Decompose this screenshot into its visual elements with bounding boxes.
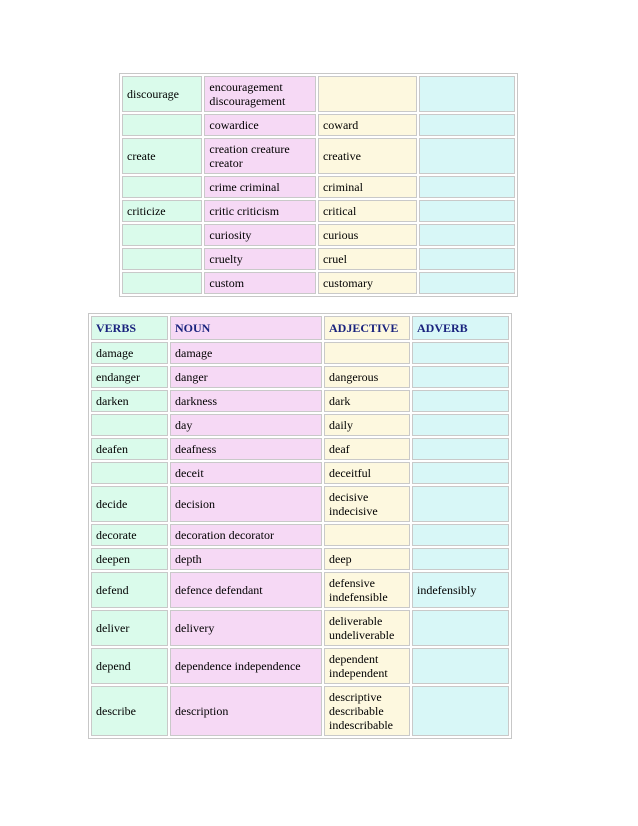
noun-cell: crime criminal: [204, 176, 316, 198]
adverb-cell: [419, 224, 515, 246]
adjective-cell: dark: [324, 390, 410, 412]
adjective-cell: curious: [318, 224, 418, 246]
adjective-cell: daily: [324, 414, 410, 436]
noun-cell: cowardice: [204, 114, 316, 136]
verb-cell: decorate: [91, 524, 168, 546]
adverb-cell: [412, 342, 509, 364]
verb-cell: [122, 248, 202, 270]
table-row: [91, 486, 509, 522]
verb-cell: [122, 272, 202, 294]
noun-cell: critic criticism: [204, 200, 316, 222]
adverb-cell: [412, 462, 509, 484]
verb-cell: darken: [91, 390, 168, 412]
verb-cell: [122, 224, 202, 246]
noun-cell: decoration decorator: [170, 524, 322, 546]
noun-cell: damage: [170, 342, 322, 364]
adverb-cell: [419, 138, 515, 174]
verb-cell: describe: [91, 686, 168, 736]
table-row: [91, 686, 509, 736]
verb-cell: damage: [91, 342, 168, 364]
verb-cell: [91, 414, 168, 436]
adverb-cell: indefensibly: [412, 572, 509, 608]
verb-cell: decide: [91, 486, 168, 522]
table-bottom-body: [91, 316, 509, 736]
adjective-cell: [324, 524, 410, 546]
word-forms-table-bottom: [88, 313, 512, 739]
noun-cell: description: [170, 686, 322, 736]
adverb-cell: [412, 438, 509, 460]
noun-cell: cruelty: [204, 248, 316, 270]
table-row: [122, 138, 515, 174]
noun-cell: decision: [170, 486, 322, 522]
table-row: [91, 390, 509, 412]
adverb-cell: [419, 200, 515, 222]
adjective-cell: deliverable undeliverable: [324, 610, 410, 646]
adjective-cell: criminal: [318, 176, 418, 198]
table-row: [122, 272, 515, 294]
adverb-cell: [412, 414, 509, 436]
noun-cell: creation creature creator: [204, 138, 316, 174]
adjective-cell: customary: [318, 272, 418, 294]
table-row: [91, 366, 509, 388]
adjective-cell: critical: [318, 200, 418, 222]
noun-cell: dependence independence: [170, 648, 322, 684]
adjective-cell: creative: [318, 138, 418, 174]
adjective-cell: decisive indecisive: [324, 486, 410, 522]
table-row: [122, 176, 515, 198]
noun-cell: depth: [170, 548, 322, 570]
adjective-cell: deaf: [324, 438, 410, 460]
adjective-cell: [324, 342, 410, 364]
adverb-cell: [419, 176, 515, 198]
noun-cell: deafness: [170, 438, 322, 460]
table-row: [122, 76, 515, 112]
adjective-cell: dependent independent: [324, 648, 410, 684]
adverb-cell: [412, 686, 509, 736]
verb-cell: discourage: [122, 76, 202, 112]
table-row: [91, 572, 509, 608]
verb-cell: defend: [91, 572, 168, 608]
table-row: [91, 610, 509, 646]
word-forms-table-top: [119, 73, 518, 297]
noun-cell: defence defendant: [170, 572, 322, 608]
adverb-cell: [419, 114, 515, 136]
verb-cell: deepen: [91, 548, 168, 570]
noun-cell: custom: [204, 272, 316, 294]
header-adjective: ADJECTIVE: [324, 316, 410, 340]
table-row: [122, 224, 515, 246]
adjective-cell: descriptive describable indescribable: [324, 686, 410, 736]
adjective-cell: defensive indefensible: [324, 572, 410, 608]
adverb-cell: [412, 648, 509, 684]
adverb-cell: [412, 486, 509, 522]
adverb-cell: [412, 390, 509, 412]
adverb-cell: [419, 76, 515, 112]
verb-cell: depend: [91, 648, 168, 684]
verb-cell: criticize: [122, 200, 202, 222]
adjective-cell: deep: [324, 548, 410, 570]
adverb-cell: [412, 524, 509, 546]
verb-cell: deafen: [91, 438, 168, 460]
table-row: [91, 462, 509, 484]
verb-cell: create: [122, 138, 202, 174]
table-top-body: [122, 76, 515, 294]
table-header-row: [91, 316, 509, 340]
noun-cell: danger: [170, 366, 322, 388]
noun-cell: day: [170, 414, 322, 436]
adjective-cell: dangerous: [324, 366, 410, 388]
table-row: [91, 342, 509, 364]
noun-cell: darkness: [170, 390, 322, 412]
noun-cell: delivery: [170, 610, 322, 646]
table-row: [122, 248, 515, 270]
noun-cell: deceit: [170, 462, 322, 484]
verb-cell: endanger: [91, 366, 168, 388]
verb-cell: deliver: [91, 610, 168, 646]
table-row: [122, 114, 515, 136]
adjective-cell: [318, 76, 418, 112]
table-row: [122, 200, 515, 222]
table-row: [91, 648, 509, 684]
adjective-cell: deceitful: [324, 462, 410, 484]
header-adverb: ADVERB: [412, 316, 509, 340]
verb-cell: [122, 114, 202, 136]
adverb-cell: [412, 366, 509, 388]
header-noun: NOUN: [170, 316, 322, 340]
adverb-cell: [419, 248, 515, 270]
noun-cell: encouragement discouragement: [204, 76, 316, 112]
adjective-cell: cruel: [318, 248, 418, 270]
table-row: [91, 438, 509, 460]
adverb-cell: [412, 610, 509, 646]
adverb-cell: [419, 272, 515, 294]
verb-cell: [91, 462, 168, 484]
noun-cell: curiosity: [204, 224, 316, 246]
header-verbs: VERBS: [91, 316, 168, 340]
table-row: [91, 524, 509, 546]
adverb-cell: [412, 548, 509, 570]
table-row: [91, 414, 509, 436]
table-row: [91, 548, 509, 570]
adjective-cell: coward: [318, 114, 418, 136]
verb-cell: [122, 176, 202, 198]
